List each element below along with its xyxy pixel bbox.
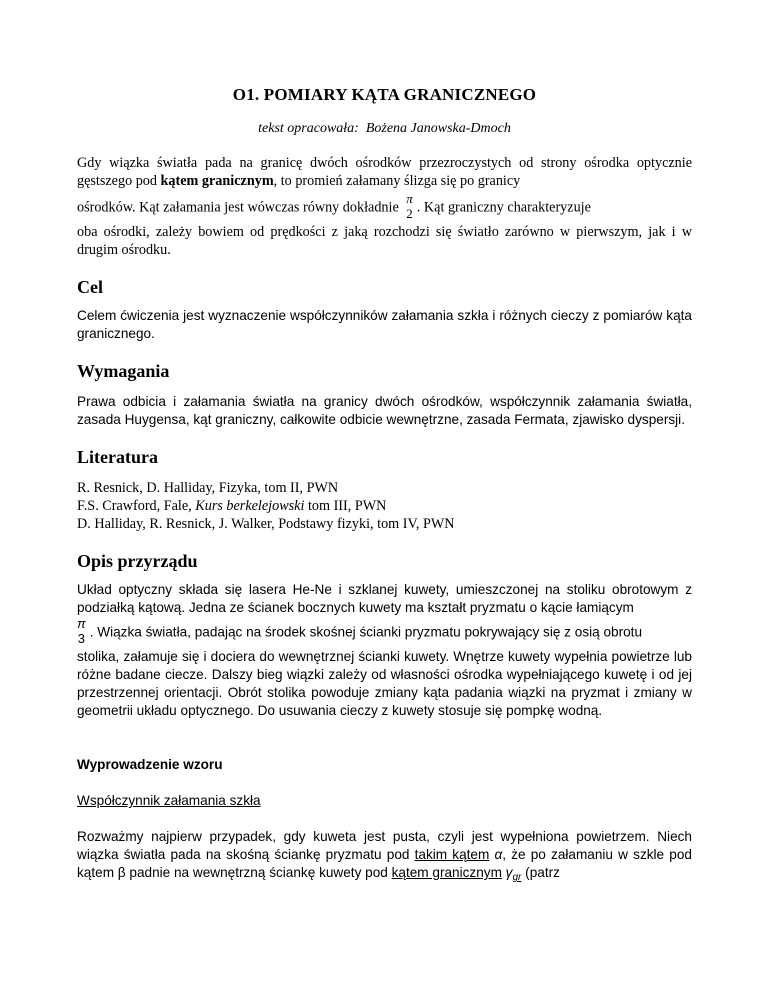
section-heading-cel: Cel xyxy=(77,277,103,297)
intro-text-1-end: , to promień załamany ślizga się po granicy xyxy=(273,173,521,189)
pi-over-3-fraction: π 3 xyxy=(77,616,86,646)
opis-paragraph xyxy=(77,581,692,720)
literature-list xyxy=(77,479,692,533)
subheading-wspolczynnik-szkla: Współczynnik załamania szkła xyxy=(77,793,261,808)
intro-bold-term: kątem granicznym xyxy=(160,173,274,189)
literature-item: F.S. Crawford, Fale, Kurs berkelejowski tom III, PWN xyxy=(77,498,387,514)
wymagania-text: Prawa odbicia i załamania światła na granicy dwóch ośrodków, współczynnik załamania światła, zasada Huygensa, kąt graniczny, całkowite odbicie wewnętrzne, zasada Fermata, zjawisko dyspersji. xyxy=(77,394,692,427)
derivation-paragraph: Rozważmy najpierw przypadek, gdy kuweta jest pusta, czyli jest wypełniona powietrzem. Niech wiązka światła pada na skośną ściankę pryzmatu pod takim kątem α, że po załamaniu w szkle pod kątem β padnie na wewnętrzną ściankę kuwety pod kątem granicznym $\gamma_{gr}$ (patrz xyxy=(77,829,692,883)
author-label: tekst opracowała: xyxy=(258,121,359,136)
opis-text-2: . Wiązka światła, padając na środek skośnej ścianki pryzmatu pokrywający się z osią obrotu xyxy=(89,624,643,640)
document-title: O1. POMIARY KĄTA GRANICZNEGO xyxy=(232,85,537,104)
opis-text-3: stolika, załamuje się i dociera do wewnętrznej ścianki kuwety. Wnętrze kuwety wypełnia powietrze lub różne badane ciecze. Dalszy bieg wiązki zależy od własności ośrodka wypełniającego kuwetę i od jej przestrzennej orientacji. Obrót stolika powoduje zmiany kąta padania wiązki na pryzmat i zmiany w geometrii układu optycznego. Do usuwania cieczy z kuwety stosuje się pompkę wodną. xyxy=(77,649,692,718)
literature-item: D. Halliday, R. Resnick, J. Walker, Podstawy fizyki, tom IV, PWN xyxy=(77,516,455,532)
intro-text-1: Gdy wiązka światła pada na granicę dwóch ośrodków przezroczystych od strony ośrodka optycznie gęstszego pod xyxy=(77,155,692,189)
author-name: Bożena Janowska-Dmoch xyxy=(365,121,511,136)
section-heading-opis: Opis przyrządu xyxy=(77,551,198,571)
intro-text-2-end: . Kąt graniczny charakteryzuje xyxy=(416,199,591,216)
opis-text-1: Układ optyczny składa się lasera He-Ne i szklanej kuwety, umieszczonej na stoliku obrotowym z podziałką kątową. Jedna ze ścianek bocznych kuwety ma kształt pryzmatu o kącie łamiącym xyxy=(77,582,692,615)
author-line xyxy=(77,120,692,138)
section-heading-wyprowadzenie: Wyprowadzenie wzoru xyxy=(77,757,223,772)
document-page xyxy=(77,84,692,887)
literature-item: R. Resnick, D. Halliday, Fizyka, tom II, PWN xyxy=(77,480,339,496)
section-heading-literatura: Literatura xyxy=(77,447,158,467)
section-heading-wymagania: Wymagania xyxy=(77,361,170,381)
cel-text: Celem ćwiczenia jest wyznaczenie współczynników załamania szkła i różnych cieczy z pomiarów kąta granicznego. xyxy=(77,308,692,341)
pi-over-2-fraction: π 2 xyxy=(406,191,413,221)
intro-text-2: ośrodków. Kąt załamania jest wówczas równy dokładnie xyxy=(77,199,399,216)
intro-paragraph xyxy=(77,154,692,259)
intro-text-3: oba ośrodki, zależy bowiem od prędkości z jaką rozchodzi się światło zarówno w pierwszym, jak i w drugim ośrodku. xyxy=(77,224,692,258)
